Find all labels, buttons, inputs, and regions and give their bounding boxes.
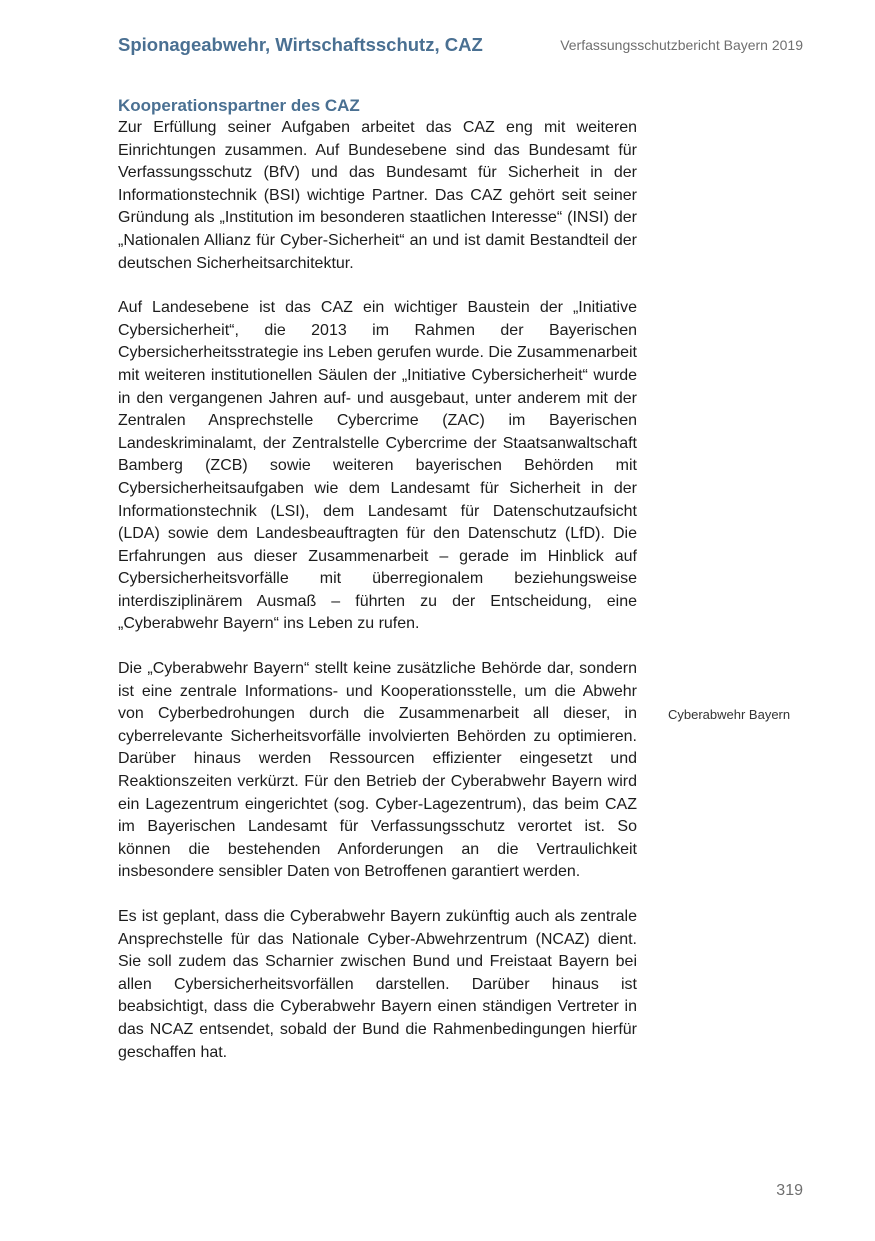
report-title: Verfassungsschutzbericht Bayern 2019 (560, 37, 803, 53)
chapter-title: Spionageabwehr, Wirtschaftsschutz, CAZ (118, 34, 483, 55)
margin-note: Cyberabwehr Bayern (668, 707, 791, 722)
main-content (118, 95, 637, 1086)
paragraph-2: Auf Landesebene ist das CAZ ein wichtiger Baustein der „Initiative Cybersicherheit“, die 2013 im Rahmen der Bayerischen Cybersicherheitsstrategie ins Leben gerufen wurde. Die Zusammenarbeit mit weiteren institutionellen Säulen der „Initiative Cybersicherheit“ wurde in den vergangenen Jahren auf- und ausgebaut, unter anderem mit der Zentralen Ansprechstelle Cybercrime (ZAC) im Bayerischen Landeskriminalamt, der Zentralstelle Cybercrime der Staatsanwaltschaft Bamberg (ZCB) sowie weiteren bayerischen Behörden mit Cybersicherheitsaufgaben wie dem Landesamt für Sicherheit in der Informationstechnik (LSI), dem Landesamt für Datenschutzaufsicht (LDA) sowie dem Landesbeauftragten für den Datenschutz (LfD). Die Erfahrungen aus dieser Zusammenarbeit – gerade im Hinblick auf Cybersicherheitsvorfälle mit überregionalem beziehungsweise interdisziplinärem Ausmaß – führten zu der Entscheidung, eine „Cyberabwehr Bayern“ ins Leben zu rufen. (118, 299, 637, 633)
paragraph-3: Die „Cyberabwehr Bayern“ stellt keine zusätzliche Behörde dar, sondern ist eine zentrale Informations- und Kooperationsstelle, um die Abwehr von Cyberbedrohungen durch die Zusammenarbeit all dieser, in cyberrelevante Sicherheitsvorfälle involvierten Behörden zu optimieren. Darüber hinaus werden Ressourcen effizienter eingesetzt und Reaktionszeiten verkürzt. Für den Betrieb der Cyberabwehr Bayern wird ein Lagezentrum eingerichtet (sog. Cyber-Lagezentrum), das beim CAZ im Bayerischen Landesamt für Verfassungsschutz verortet ist. So können die bestehenden Anforderungen an die Vertraulichkeit insbesondere sensibler Daten von Betroffenen garantiert werden. (118, 660, 637, 881)
paragraph-4: Es ist geplant, dass die Cyberabwehr Bayern zukünftig auch als zentrale Ansprechstelle für das Nationale Cyber-Abwehrzentrum (NCAZ) dient. Sie soll zudem das Scharnier zwischen Bund und Freistaat Bayern bei allen Cybersicherheitsvorfällen darstellen. Darüber hinaus ist beabsichtigt, dass die Cyberabwehr Bayern einen ständigen Vertreter in das NCAZ entsendet, sobald der Bund die Rahmenbedingungen hierfür geschaffen hat. (118, 908, 637, 1061)
paragraph-1: Zur Erfüllung seiner Aufgaben arbeitet das CAZ eng mit weiteren Einrichtungen zusammen. Auf Bundesebene sind das Bundesamt für Verfassungsschutz (BfV) und das Bundesamt für Sicherheit in der Informationstechnik (BSI) wichtige Partner. Das CAZ gehört seit seiner Gründung als „Institution im besonderen staatlichen Interesse“ (INSI) der „Nationalen Allianz für Cyber-Sicherheit“ an und ist damit Bestandteil der deutschen Sicherheitsarchitektur. (118, 119, 637, 272)
page-number: 319 (776, 1182, 803, 1199)
section-title: Kooperationspartner des CAZ (118, 96, 360, 115)
